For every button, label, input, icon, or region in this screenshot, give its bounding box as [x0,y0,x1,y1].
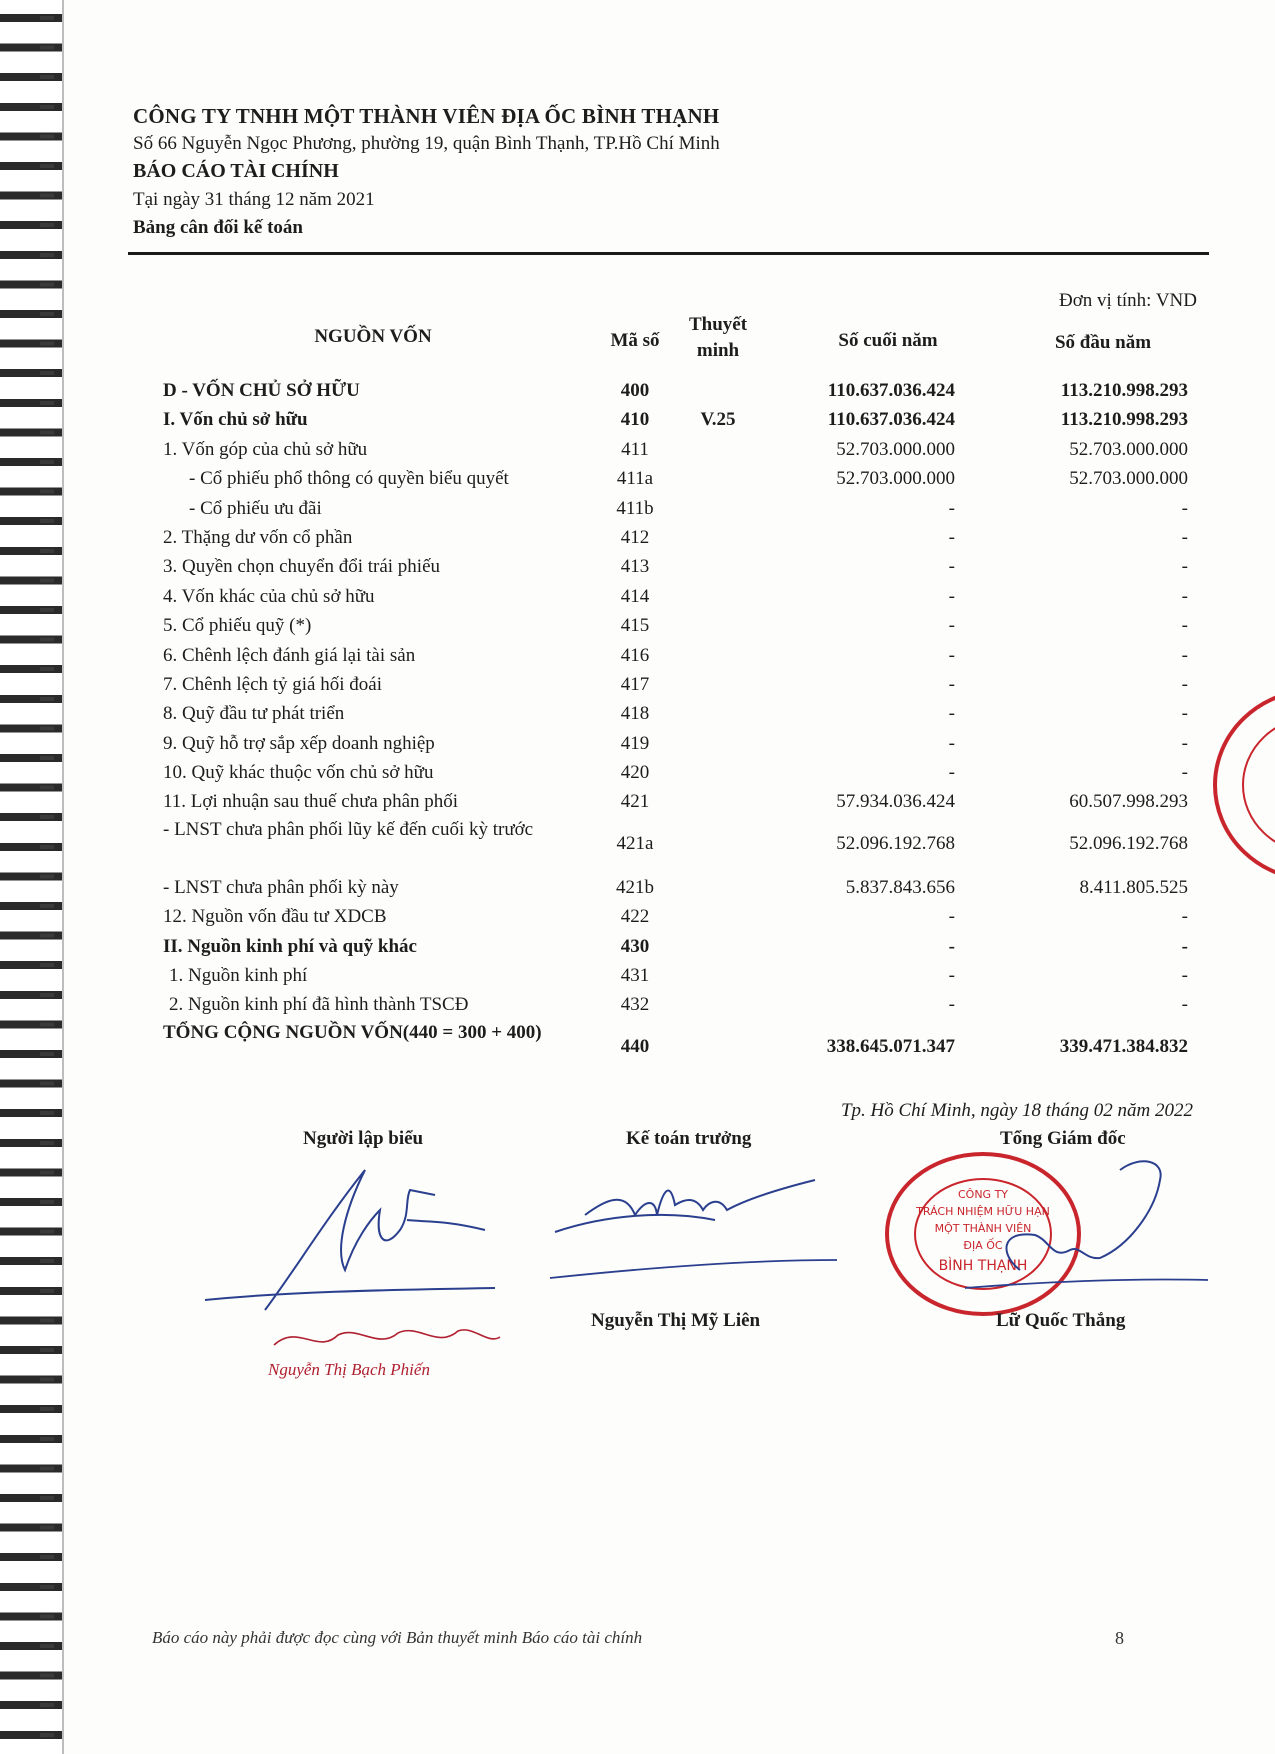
row-code: 421a [616,832,654,854]
row-beginning-of-year-value: - [1181,526,1188,548]
row-end-of-year-value: - [948,906,955,928]
table-row [163,990,1203,1019]
table-row [163,611,1203,640]
currency-unit: Đơn vị tính: VND [1059,290,1197,311]
row-end-of-year-value: - [948,585,955,607]
row-end-of-year-value: 338.645.071.347 [826,1035,955,1057]
row-note: V.25 [700,409,736,431]
table-header [163,312,1203,376]
seal-text-2: TRÁCH NHIỆM HỮU HẠN [916,1205,1050,1218]
row-end-of-year-value: 52.096.192.768 [836,832,955,854]
director-name: Lữ Quốc Thắng [996,1310,1126,1331]
table-row [163,582,1203,611]
row-beginning-of-year-value: - [1181,965,1188,987]
table-row [163,758,1203,787]
row-label: - Cổ phiếu ưu đãi [189,497,322,519]
row-beginning-of-year-value: - [1181,497,1188,519]
row-beginning-of-year-value: 52.703.000.000 [1069,468,1188,490]
row-beginning-of-year-value: - [1181,673,1188,695]
column-header-note: Thuyết minh [688,314,748,361]
row-beginning-of-year-value: - [1181,556,1188,578]
table-row [163,902,1203,931]
row-code: 421 [620,791,650,813]
table-row [163,932,1203,961]
row-beginning-of-year-value: 113.210.998.293 [1060,380,1188,401]
row-code: 411b [616,497,654,519]
row-code: 416 [620,644,650,666]
row-label: 10. Quỹ khác thuộc vốn chủ sở hữu [163,762,434,784]
row-label: 4. Vốn khác của chủ sở hữu [163,585,375,607]
row-beginning-of-year-value: 8.411.805.525 [1079,876,1188,898]
partial-side-seal [1205,680,1275,900]
row-beginning-of-year-value: 60.507.998.293 [1069,791,1188,813]
row-label: 11. Lợi nhuận sau thuế chưa phân phối [163,791,459,813]
row-beginning-of-year-value: - [1181,585,1188,607]
row-code: 419 [620,732,650,754]
row-beginning-of-year-value: - [1181,762,1188,784]
spiral-binding [0,0,64,1754]
row-label: II. Nguồn kinh phí và quỹ khác [163,935,417,957]
row-code: 432 [620,994,650,1016]
row-end-of-year-value: - [948,556,955,578]
seal-text-3: MỘT THÀNH VIÊN [934,1222,1032,1235]
table-row [163,873,1203,902]
preparer-name: Nguyễn Thị Bạch Phiến [268,1360,430,1379]
column-header-beginning-of-year: Số đầu năm [1054,332,1152,353]
row-end-of-year-value: - [948,965,955,987]
row-label: - LNST chưa phân phối lũy kế đến cuối kỳ trước [163,818,534,840]
row-end-of-year-value: 57.934.036.424 [836,791,955,813]
row-end-of-year-value: - [948,526,955,548]
header-divider [128,252,1209,255]
row-code: 430 [620,935,650,957]
table-row [163,670,1203,699]
row-label: 8. Quỹ đầu tư phát triển [163,703,345,725]
row-beginning-of-year-value: 339.471.384.832 [1059,1035,1188,1057]
row-end-of-year-value: - [948,935,955,957]
company-address: Số 66 Nguyễn Ngọc Phương, phường 19, quận Bình Thạnh, TP.Hồ Chí Minh [133,133,720,154]
row-code: 413 [620,556,650,578]
row-beginning-of-year-value: - [1181,732,1188,754]
row-code: 414 [620,585,650,607]
row-label: 1. Vốn góp của chủ sở hữu [163,438,368,460]
director-signature [960,1150,1210,1300]
row-end-of-year-value: 52.703.000.000 [836,438,955,460]
table-row [163,464,1203,493]
table-row [163,787,1203,816]
row-label: 1. Nguồn kinh phí [169,965,308,987]
row-beginning-of-year-value: - [1181,703,1188,725]
row-beginning-of-year-value: 52.096.192.768 [1069,832,1188,854]
table-row [163,641,1203,670]
balance-sheet-table [163,312,1203,1076]
director-title: Tổng Giám đốc [1000,1128,1126,1149]
row-code: 411a [616,468,654,490]
row-beginning-of-year-value: 52.703.000.000 [1069,438,1188,460]
row-label: 12. Nguồn vốn đầu tư XDCB [163,906,387,928]
row-label: 2. Thặng dư vốn cổ phần [163,526,353,548]
preparer-handwritten-name [268,1315,508,1360]
document-header [133,104,1208,239]
row-end-of-year-value: 110.637.036.424 [827,409,955,431]
company-name: CÔNG TY TNHH MỘT THÀNH VIÊN ĐỊA ỐC BÌNH THẠNH [133,104,720,128]
row-label: 3. Quyền chọn chuyển đổi trái phiếu [163,556,441,578]
row-code: 421b [616,876,654,898]
seal-text-1: CÔNG TY [957,1188,1009,1201]
row-beginning-of-year-value: - [1181,935,1188,957]
table-row [163,1020,1203,1076]
column-header-source: NGUỒN VỐN [314,326,432,347]
row-beginning-of-year-value: - [1181,994,1188,1016]
seal-text-5: BÌNH THẠNH [938,1258,1028,1274]
table-row [163,376,1203,405]
row-code: 418 [620,703,650,725]
page-number: 8 [1115,1628,1124,1648]
row-code: 415 [620,615,650,637]
table-row [163,405,1203,434]
table-row [163,552,1203,581]
row-code: 417 [620,673,650,695]
table-row [163,817,1203,873]
preparer-signature [195,1160,525,1330]
row-label: 5. Cổ phiếu quỹ (*) [163,615,312,637]
row-code: 422 [620,906,650,928]
row-beginning-of-year-value: - [1181,615,1188,637]
table-body [163,376,1203,1076]
chief-accountant-name: Nguyễn Thị Mỹ Liên [591,1310,761,1331]
row-code: 400 [620,380,650,401]
row-label: 6. Chênh lệch đánh giá lại tài sản [163,644,416,666]
chief-accountant-title: Kế toán trưởng [626,1128,752,1149]
row-code: 440 [620,1035,650,1057]
row-end-of-year-value: - [948,497,955,519]
row-label: TỔNG CỘNG NGUỒN VỐN(440 = 300 + 400) [163,1021,542,1043]
row-code: 411 [621,438,649,460]
table-row [163,494,1203,523]
row-label: 2. Nguồn kinh phí đã hình thành TSCĐ [169,994,469,1016]
row-label: I. Vốn chủ sở hữu [163,409,308,431]
table-row [163,729,1203,758]
row-label: - Cổ phiếu phổ thông có quyền biểu quyết [189,468,509,490]
table-row [163,699,1203,728]
row-beginning-of-year-value: 113.210.998.293 [1060,409,1188,431]
row-end-of-year-value: - [948,673,955,695]
row-label: 7. Chênh lệch tỷ giá hối đoái [163,673,382,695]
row-end-of-year-value: - [948,615,955,637]
statement-name: Bảng cân đối kế toán [133,217,303,238]
row-beginning-of-year-value: - [1181,906,1188,928]
row-label: D - VỐN CHỦ SỞ HỮU [163,380,360,401]
row-end-of-year-value: - [948,644,955,666]
row-end-of-year-value: - [948,703,955,725]
row-end-of-year-value: - [948,732,955,754]
report-title: BÁO CÁO TÀI CHÍNH [133,160,339,182]
chief-accountant-signature [545,1160,845,1290]
row-label: - LNST chưa phân phối kỳ này [163,876,399,898]
column-header-code: Mã số [610,330,660,351]
row-end-of-year-value: 52.703.000.000 [836,468,955,490]
footer-note: Báo cáo này phải được đọc cùng với Bản thuyết minh Báo cáo tài chính [152,1628,643,1647]
row-code: 412 [620,526,650,548]
row-end-of-year-value: 5.837.843.656 [845,876,955,898]
row-code: 420 [620,762,650,784]
row-label: 9. Quỹ hỗ trợ sắp xếp doanh nghiệp [163,732,435,754]
table-row [163,435,1203,464]
signing-date-place: Tp. Hồ Chí Minh, ngày 18 tháng 02 năm 2022 [840,1100,1193,1121]
row-end-of-year-value: 110.637.036.424 [827,380,955,401]
row-end-of-year-value: - [948,762,955,784]
table-row [163,523,1203,552]
row-code: 410 [620,409,650,431]
seal-text-4: ĐỊA ỐC [963,1239,1003,1252]
table-row [163,961,1203,990]
row-end-of-year-value: - [948,994,955,1016]
preparer-title: Người lập biểu [303,1128,424,1149]
row-code: 431 [620,965,650,987]
column-header-end-of-year: Số cuối năm [838,330,938,351]
report-date: Tại ngày 31 tháng 12 năm 2021 [133,189,375,210]
row-beginning-of-year-value: - [1181,644,1188,666]
